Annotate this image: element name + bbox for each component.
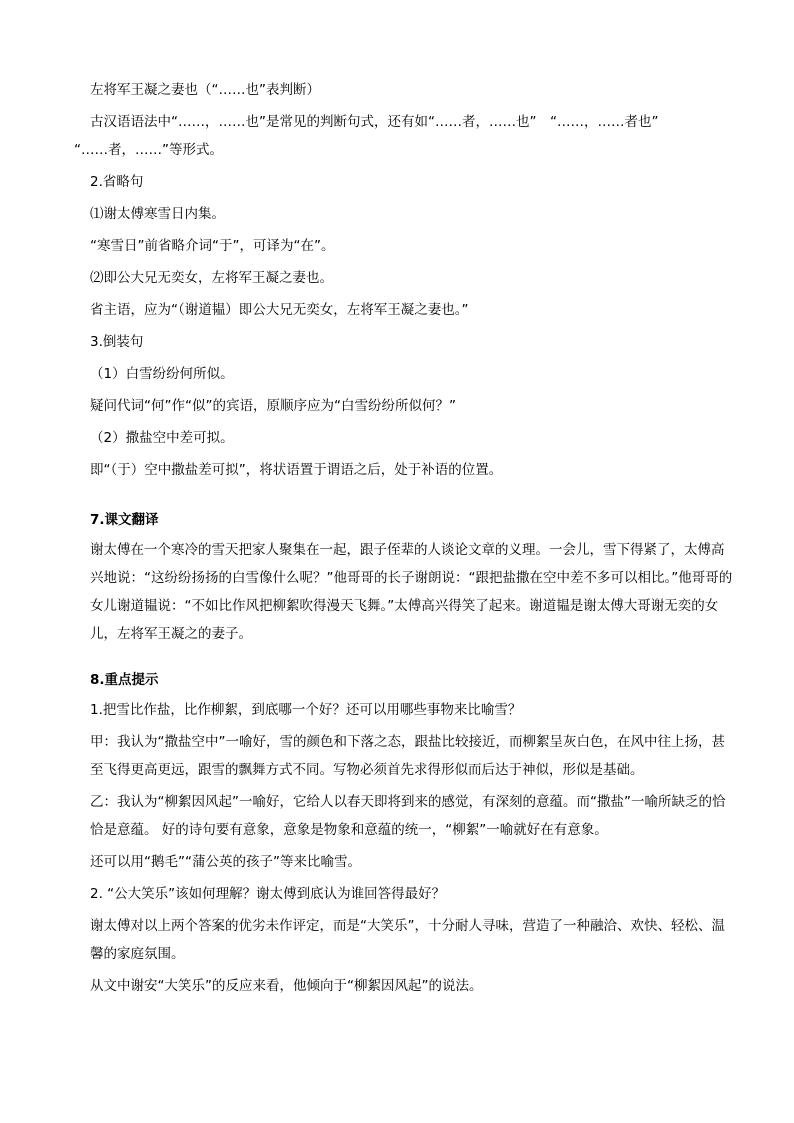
answer-jia: 甲：我认为“撒盐空中”一喻好，雪的颜色和下落之态，跟盐比较接近，而柳絮呈灰白色，在风中往上扬，甚至飞得更高更远，跟雪的飘舞方式不同。写物必须首先求得形似而后达于神似，形似是基础。 <box>90 734 725 778</box>
text-line: “……者，……”等形式。 <box>74 142 223 158</box>
text-line: 2.省略句 <box>90 174 144 190</box>
text-line: 省主语，应为“（谢道韫）即公大兄无奕女，左将军王凝之妻也。” <box>90 302 469 318</box>
text-line: 古汉语语法中“……，……也”是常见的判断句式，还有如“……者，……也” “……，……者也” <box>90 114 659 130</box>
answer-2-a: 谢太傅对以上两个答案的优劣未作评定，而是“大笑乐”，十分耐人寻味，营造了一种融洽、欢快、轻松、温馨的家庭氛围。 <box>90 918 725 962</box>
text-line: 即“（于）空中撒盐差可拟”，将状语置于谓语之后，处于补语的位置。 <box>90 462 503 478</box>
document-page <box>74 76 733 1004</box>
text-line: “寒雪日”前省略介词“于”，可译为“在”。 <box>90 238 335 254</box>
section-heading-8: 8.重点提示 <box>90 672 159 688</box>
translation-paragraph: 谢太傅在一个寒冷的雪天把家人聚集在一起，跟子侄辈的人谈论文章的义理。一会儿，雪下得紧了，太傅高兴地说：“这纷纷扬扬的白雪像什么呢？”他哥哥的长子谢朗说：“跟把盐撒在空中差不多可以相比。”他哥哥的女儿谢道韫说：“不如比作风把柳絮吹得漫天飞舞。”太傅高兴得笑了起来。谢道韫是谢太傅大哥谢无奕的女儿，左将军王凝之的妻子。 <box>90 542 733 642</box>
question-1: 1.把雪比作盐，比作柳絮，到底哪一个好？还可以用哪些事物来比喻雪？ <box>90 702 522 718</box>
answer-yi: 乙：我认为“柳絮因风起”一喻好，它给人以春天即将到来的感觉，有深刻的意蕴。而“撒盐”一喻所缺乏的恰恰是意蕴。 好的诗句要有意象，意象是物象和意蕴的统一，“柳絮”一喻就好在有意象。 <box>90 794 726 838</box>
question-2: 2. “公大笑乐”该如何理解？谢太傅到底认为谁回答得最好？ <box>90 886 446 902</box>
answer-2-b: 从文中谢安“大笑乐”的反应来看，他倾向于“柳絮因风起”的说法。 <box>90 978 483 994</box>
text-line: 疑问代词“何”作“似”的宾语，原顺序应为“白雪纷纷所似何？” <box>90 398 456 414</box>
text-line: （1）白雪纷纷何所似。 <box>90 366 234 382</box>
text-line: ⑴谢太傅寒雪日内集。 <box>90 206 225 222</box>
text-line: ⑵即公大兄无奕女，左将军王凝之妻也。 <box>90 270 333 286</box>
text-line: （2）撒盐空中差可拟。 <box>90 430 234 446</box>
text-line: 左将军王凝之妻也（“……也”表判断） <box>90 82 320 98</box>
section-heading-7: 7.课文翻译 <box>90 512 159 528</box>
text-line: 3.倒装句 <box>90 334 144 350</box>
answer-other: 还可以用“鹅毛”“蒲公英的孩子”等来比喻雪。 <box>90 854 361 870</box>
